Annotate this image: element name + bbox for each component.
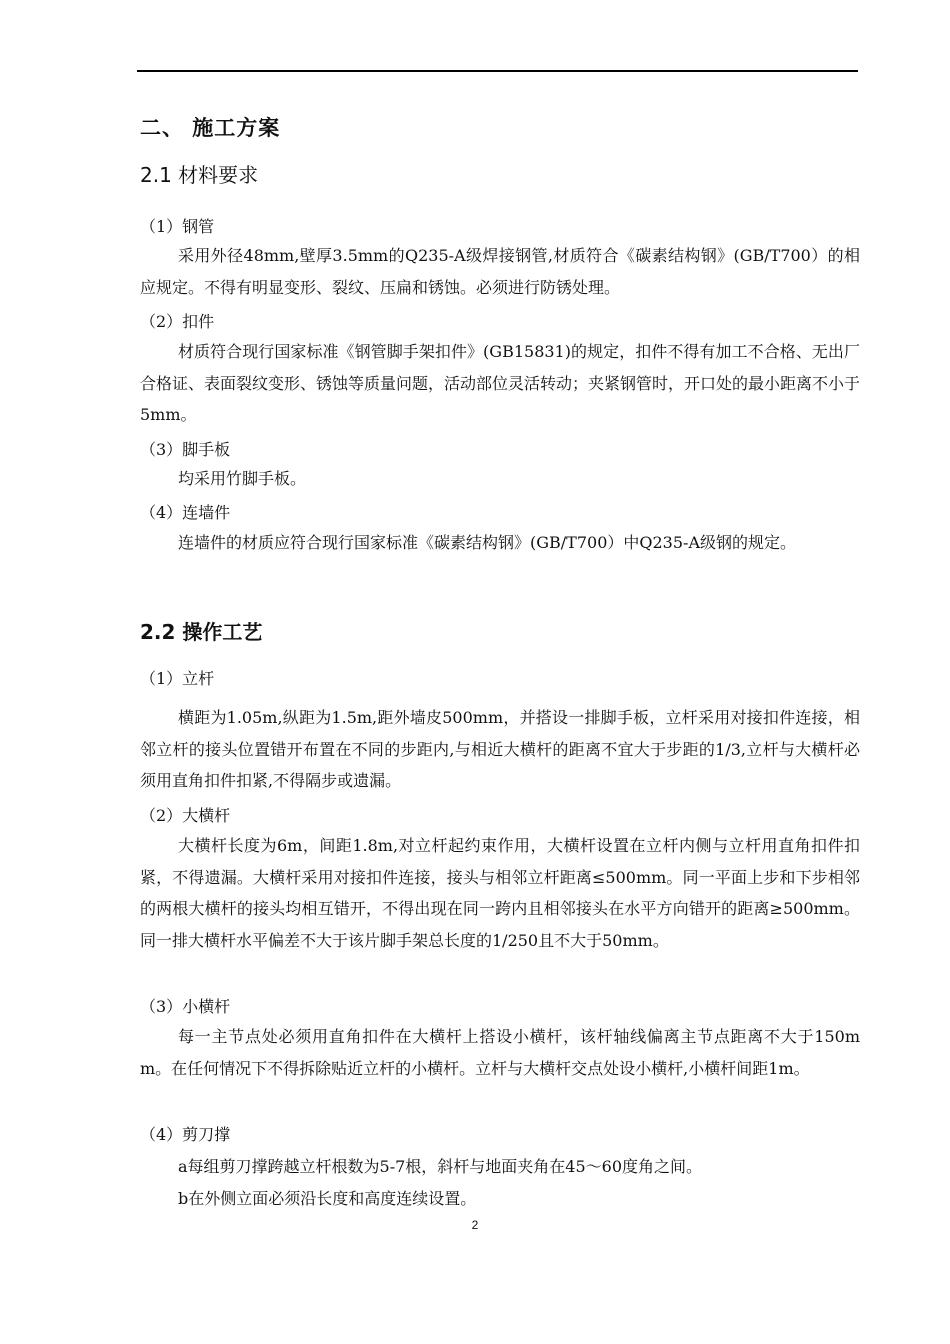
item-text-transom: 每一主节点处必须用直角扣件在大横杆上搭设小横杆，该杆轴线偏离主节点距离不大于150mm。在任何情况下不得拆除贴近立杆的小横杆。立杆与大横杆交点处设小横杆,小横杆间距1m。 (140, 1027, 860, 1078)
item-text-upright: 横距为1.05m,纵距为1.5m,距外墙皮500mm，并搭设一排脚手板，立杆采用对接扣件连接，相邻立杆的接头位置错开布置在不同的步距内,与相近大横杆的距离不宜大于步距的1/3,立杆与大横杆必须用直角扣件扣紧,不得隔步或遗漏。 (140, 708, 860, 790)
cross-brace-line-a: a每组剪刀撑跨越立杆根数为5-7根，斜杆与地面夹角在45～60度角之间。 (178, 1157, 703, 1176)
section-heading-process: 2.2 操作工艺 (140, 620, 263, 644)
item-text-scaffold-board: 均采用竹脚手板。 (178, 469, 307, 488)
item-label-coupler: （2）扣件 (140, 312, 215, 331)
section-heading-materials: 2.1 材料要求 (140, 163, 259, 187)
cross-brace-line-b: b在外侧立面必须沿长度和高度连续设置。 (178, 1189, 477, 1208)
item-text-coupler: 材质符合现行国家标准《钢管脚手架扣件》(GB15831)的规定，扣件不得有加工不合格、无出厂合格证、表面裂纹变形、锈蚀等质量问题，活动部位灵活转动；夹紧钢管时，开口处的最小距离不小于5mm。 (140, 342, 861, 424)
item-text-wall-tie: 连墙件的材质应符合现行国家标准《碳素结构钢》(GB/T700）中Q235-A级钢的规定。 (178, 533, 797, 552)
page-number: 2 (471, 1218, 479, 1232)
item-label-upright: （1）立杆 (140, 669, 215, 688)
item-label-wall-tie: （4）连墙件 (140, 503, 231, 522)
header-rule (137, 70, 858, 72)
item-label-transom: （3）小横杆 (140, 997, 231, 1016)
item-label-steel-pipe: （1）钢管 (140, 217, 215, 236)
item-label-scaffold-board: （3）脚手板 (140, 440, 231, 459)
item-label-ledger: （2）大横杆 (140, 806, 231, 825)
chapter-heading: 二、 施工方案 (140, 116, 281, 140)
item-text-steel-pipe: 采用外径48mm,壁厚3.5mm的Q235-A级焊接钢管,材质符合《碳素结构钢》(GB/T700）的相应规定。不得有明显变形、裂纹、压扁和锈蚀。必须进行防锈处理。 (140, 246, 860, 297)
item-text-ledger: 大横杆长度为6m，间距1.8m,对立杆起约束作用，大横杆设置在立杆内侧与立杆用直角扣件扣紧，不得遗漏。大横杆采用对接扣件连接，接头与相邻立杆距离≤500mm。同一平面上步和下步相邻的两根大横杆的接头均相互错开，不得出现在同一跨内且相邻接头在水平方向错开的距离≥500mm。同一排大横杆水平偏差不大于该片脚手架总长度的1/250且不大于50mm。 (140, 836, 860, 950)
item-label-cross-brace: （4）剪刀撑 (140, 1125, 231, 1144)
